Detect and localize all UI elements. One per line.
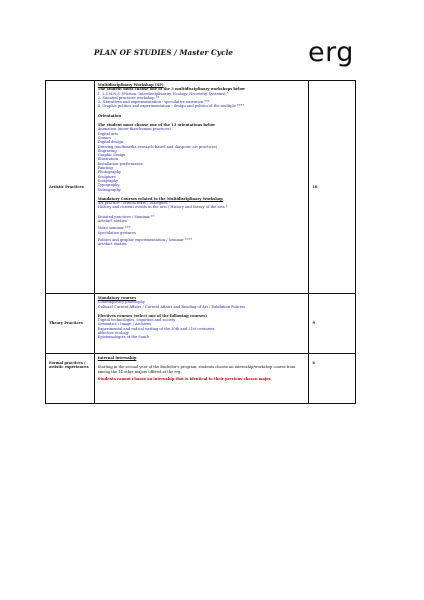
electives-title: Electives courses (select one of the following courses) xyxy=(97,313,208,318)
category-cell xyxy=(46,294,95,354)
list-item: Animation (more-than-human practices) xyxy=(97,127,171,132)
list-item: 2. Situated practices workshop ** xyxy=(97,95,160,100)
mandatory-courses-title: Mandatory courses xyxy=(97,296,137,300)
course-group xyxy=(98,318,306,339)
category-label: Theory Practices xyxy=(49,321,83,326)
list-item: Graphic design xyxy=(97,153,126,158)
content-cell xyxy=(94,354,309,404)
list-item: Affective ecology xyxy=(97,331,129,336)
course-group xyxy=(98,300,306,309)
list-item: Illustration xyxy=(97,157,119,162)
internship-title: Internal internship xyxy=(97,356,137,360)
internship-note: Students cannot choose an internship that is identical to their previous chosen major. xyxy=(97,376,272,381)
orientation-instruction: The student must choose one of the 13 orientations below xyxy=(97,123,216,128)
credits-cell xyxy=(309,354,356,404)
erg-logo: erg xyxy=(308,37,354,68)
list-item: Drawing (multimedia research-based and diasporic art practices) xyxy=(97,144,218,149)
credits-value: 6 xyxy=(312,361,315,365)
list-item: Serigraphy xyxy=(97,178,119,183)
workshop-list xyxy=(98,92,306,109)
list-item: Comics xyxy=(97,135,112,140)
page-title: PLAN OF STUDIES / Master Cycle xyxy=(94,48,234,57)
list-item: Situated practices / Seminar ** xyxy=(97,214,155,219)
credits-cell xyxy=(309,294,356,354)
workshop-title: Multidisciplinary Workshop (SP) xyxy=(97,83,164,87)
course-group xyxy=(98,201,306,210)
list-item: History and current events in the arts / History and theory of the arts * xyxy=(97,205,228,210)
list-item: Politics and graphic experimentation / Seminar **** xyxy=(97,237,193,242)
list-item: Artefact studies xyxy=(97,219,127,224)
list-item: Artefact studies xyxy=(97,242,127,247)
list-item: Art practice - critical texts / Dialogues * xyxy=(97,201,171,206)
list-item: 3. Narratives and experimentation - speculative narration *** xyxy=(97,100,210,105)
course-group xyxy=(98,238,306,247)
credits-value: 18 xyxy=(312,184,318,189)
list-item: Cultural Current Affairs / Current Affairs and Reading of Art / Exhibition Policies xyxy=(97,304,246,309)
category-cell xyxy=(46,81,95,294)
orientation-title: Orientation xyxy=(97,113,122,118)
internship-text: Starting in the second year of the Bachelor's program, students choose an internship/workshop course from among the 14 other majors offered at the erg. xyxy=(97,365,296,374)
list-item: Photography xyxy=(97,170,122,175)
workshop-instruction: The student must choose one of the 3 multidisciplinary workshops below xyxy=(97,87,246,92)
list-item: Semantics / Image / Archives xyxy=(97,322,151,327)
credits-cell xyxy=(309,81,356,294)
list-item: Experimental and radical writing of the 20th and 21st centuries xyxy=(97,326,215,331)
list-item: Engraving xyxy=(97,148,117,153)
list-item: Typography xyxy=(97,183,120,188)
table-row xyxy=(46,294,356,354)
list-item: 4. Graphic politics and experimentation - design and politics of the multiple **** xyxy=(97,104,245,109)
content-cell xyxy=(94,294,309,354)
credits-value: 9 xyxy=(312,321,315,326)
list-item: Digital design xyxy=(97,140,124,145)
list-item: Videography xyxy=(97,187,121,192)
study-plan-table xyxy=(45,80,356,404)
course-group xyxy=(98,215,306,224)
list-item: Painting xyxy=(97,166,113,171)
course-group xyxy=(98,226,306,235)
table-row xyxy=(46,81,356,294)
category-cell xyxy=(46,354,95,404)
list-item: Speculative gestures xyxy=(97,230,136,235)
list-item: Digital technologies, cognition and society xyxy=(97,318,176,323)
table-row xyxy=(46,354,356,404)
list-item: Digital arts xyxy=(97,131,119,136)
list-item: 1. L.I.M.N.S. (Fiction, Interdisciplinarity, Ecology, Necessity, Systems) * xyxy=(97,91,229,96)
list-item: Epistemologies of the South xyxy=(97,335,150,340)
mandatory-courses-title: Mandatory Courses related to the Multidisciplinary Workshop xyxy=(97,196,223,201)
category-label: Artistic Practices xyxy=(49,184,84,189)
list-item: Sculpture xyxy=(97,174,116,179)
list-item: Installation-performance xyxy=(97,161,144,166)
orientation-list xyxy=(98,127,306,191)
list-item: Video seminar *** xyxy=(97,226,131,231)
content-cell xyxy=(94,81,309,294)
list-item: Contemporary philosophy xyxy=(97,300,145,305)
category-label: Formal practices / artistic experiences xyxy=(49,361,89,370)
